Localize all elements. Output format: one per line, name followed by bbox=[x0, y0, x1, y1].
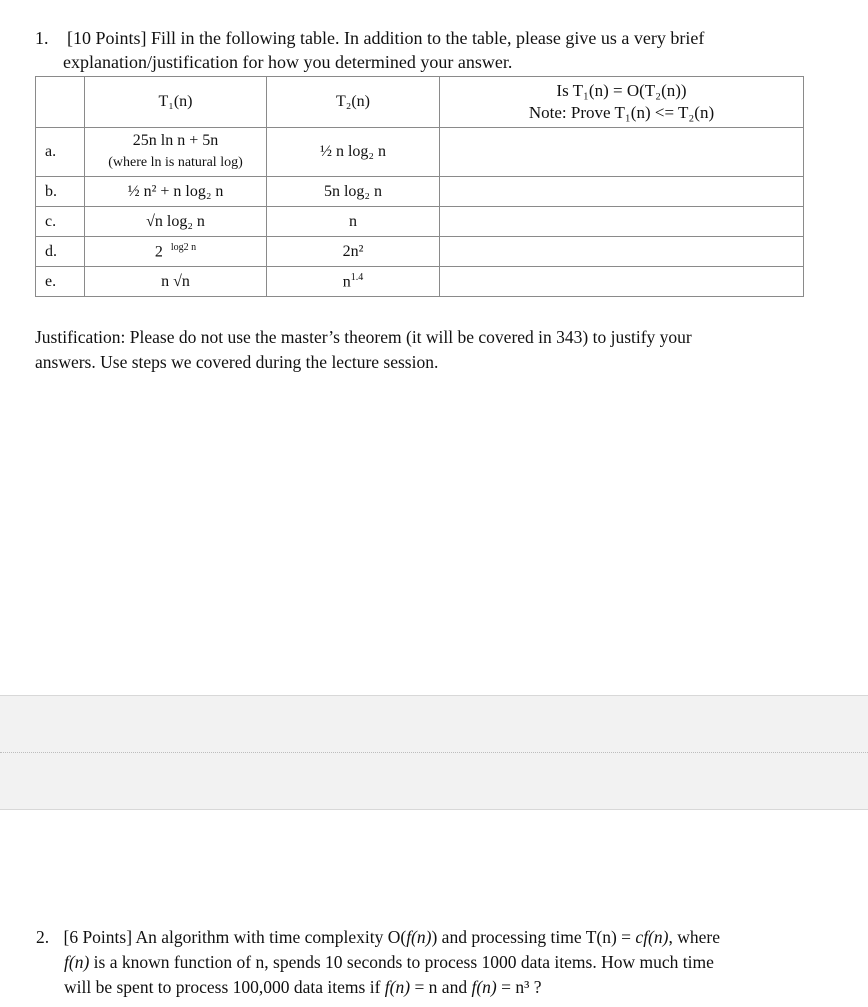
question-2-text-3c: = n³ ? bbox=[496, 977, 542, 997]
complexity-table bbox=[35, 76, 804, 297]
question-2-f3: f(n) bbox=[384, 977, 411, 997]
row-t2: 2n² bbox=[267, 237, 440, 267]
page-divider-band bbox=[0, 695, 868, 753]
question-2-line-3 bbox=[36, 975, 796, 1000]
question-2 bbox=[36, 925, 796, 1000]
question-2-cf: cf(n) bbox=[635, 927, 669, 947]
header-question bbox=[440, 77, 804, 128]
question-2-text-3b: = n and bbox=[410, 977, 472, 997]
row-t1: n √n bbox=[85, 267, 267, 297]
row-t2: n bbox=[267, 207, 440, 237]
row-t2-exponent: 1.4 bbox=[350, 271, 364, 283]
row-answer-cell[interactable] bbox=[440, 177, 804, 207]
question-2-f4: f(n) bbox=[471, 977, 497, 997]
row-label: c. bbox=[36, 207, 85, 237]
row-t2-base: n bbox=[342, 273, 351, 291]
table-row bbox=[36, 237, 804, 267]
question-2-text-1a: [6 Points] An algorithm with time complexity O( bbox=[63, 927, 407, 947]
row-answer-cell[interactable] bbox=[440, 128, 804, 177]
question-2-number: 2. bbox=[36, 927, 50, 947]
table-row bbox=[36, 128, 804, 177]
header-blank-cell bbox=[36, 77, 85, 128]
table-header-row bbox=[36, 77, 804, 128]
question-2-line-1 bbox=[36, 925, 796, 950]
row-label: b. bbox=[36, 177, 85, 207]
row-t1: ½ n² + n log₂ n bbox=[85, 177, 267, 207]
justification-line-2: answers. Use steps we covered during the lecture session. bbox=[35, 352, 439, 372]
table-row bbox=[36, 177, 804, 207]
row-t1 bbox=[85, 128, 267, 177]
header-question-line-2: Note: Prove T₁(n) <= T₂(n) bbox=[528, 103, 715, 122]
row-t1-base: 2 bbox=[154, 243, 163, 261]
question-2-text-2a: is a known function of n, spends 10 seconds to process 1000 data items. How much time bbox=[89, 952, 714, 972]
row-t1 bbox=[85, 237, 267, 267]
row-answer-cell[interactable] bbox=[440, 207, 804, 237]
row-answer-cell[interactable] bbox=[440, 237, 804, 267]
justification-line-1: Justification: Please do not use the master’s theorem (it will be covered in 343) to justify your bbox=[35, 327, 692, 347]
row-t1: √n log₂ n bbox=[85, 207, 267, 237]
row-t1-note: (where ln is natural log) bbox=[108, 155, 243, 170]
question-2-line-2 bbox=[36, 950, 796, 975]
row-label: e. bbox=[36, 267, 85, 297]
header-question-line-1: Is T₁(n) = O(T₂(n)) bbox=[556, 81, 687, 100]
row-t2 bbox=[267, 267, 440, 297]
question-1-text-1: [10 Points] Fill in the following table. In addition to the table, please give us a very brief bbox=[67, 28, 705, 48]
question-1-text-2: explanation/justification for how you determined your answer. bbox=[63, 52, 513, 72]
justification-paragraph bbox=[35, 325, 795, 375]
question-2-f2: f(n) bbox=[64, 952, 90, 972]
page-divider-band-lower bbox=[0, 752, 868, 810]
question-2-f1: f(n) bbox=[406, 927, 432, 947]
row-label: d. bbox=[36, 237, 85, 267]
header-t1: T₁(n) bbox=[85, 77, 267, 128]
table-row bbox=[36, 207, 804, 237]
table-row bbox=[36, 267, 804, 297]
question-1-number: 1. bbox=[35, 28, 49, 48]
question-2-text-1d: , where bbox=[668, 927, 720, 947]
row-t1-expression: 25n ln n + 5n bbox=[132, 132, 219, 149]
row-t2: 5n log₂ n bbox=[267, 177, 440, 207]
question-2-text-1b: ) and processing time T(n) = bbox=[431, 927, 636, 947]
row-t2: ½ n log₂ n bbox=[267, 128, 440, 177]
question-1-line-1 bbox=[35, 27, 704, 49]
header-t2: T₂(n) bbox=[267, 77, 440, 128]
row-answer-cell[interactable] bbox=[440, 267, 804, 297]
question-2-text-3a: will be spent to process 100,000 data items if bbox=[64, 977, 385, 997]
row-t1-exponent: log2 n bbox=[170, 241, 197, 253]
row-label: a. bbox=[36, 128, 85, 177]
